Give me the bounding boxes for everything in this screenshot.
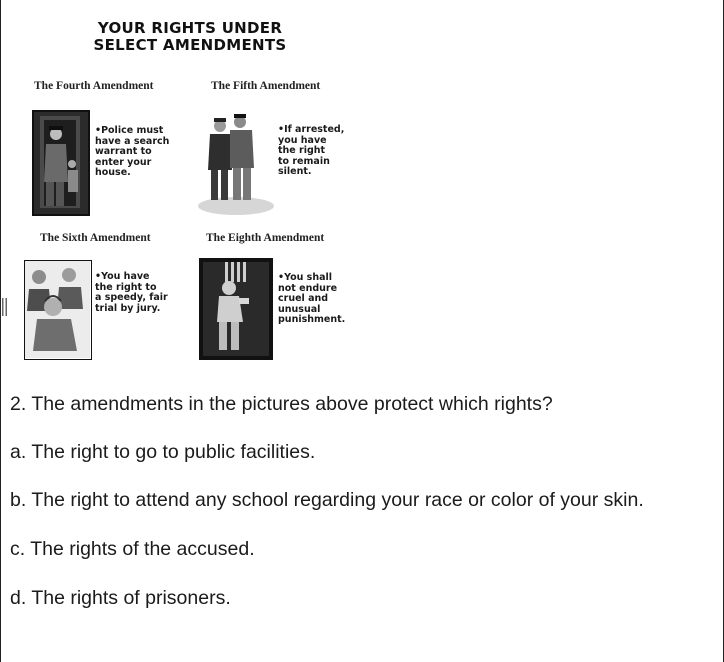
fifth-line-2: you have xyxy=(278,134,327,146)
fourth-amendment-text xyxy=(95,126,169,179)
answer-option-b[interactable]: b. The right to attend any school regarding your race or color of your skin. xyxy=(10,489,644,511)
fifth-amendment-heading: The Fifth Amendment xyxy=(211,80,321,92)
sixth-line-3: a speedy, fair xyxy=(95,292,168,303)
sixth-line-1: •You have xyxy=(95,271,150,282)
fifth-line-1: •If arrested, xyxy=(278,124,345,135)
eighth-line-1: •You shall xyxy=(278,272,333,283)
eighth-amendment-text xyxy=(278,273,345,326)
fifth-amendment-illustration xyxy=(196,108,276,216)
sixth-line-2: the right to xyxy=(95,281,157,293)
answer-option-a[interactable]: a. The right to go to public facilities. xyxy=(10,441,316,463)
fifth-line-4: to remain xyxy=(278,155,330,167)
eighth-amendment-illustration xyxy=(199,258,273,360)
answer-option-c[interactable]: c. The rights of the accused. xyxy=(10,538,255,560)
sixth-amendment-illustration xyxy=(24,260,92,360)
eighth-line-2: not endure xyxy=(278,282,338,294)
fourth-amendment-heading: The Fourth Amendment xyxy=(34,80,154,92)
figure-title xyxy=(60,20,320,54)
eighth-line-5: punishment. xyxy=(278,314,346,325)
jury-icon xyxy=(25,261,90,358)
eighth-amendment-heading: The Eighth Amendment xyxy=(206,232,325,244)
scan-edge-mark-icon xyxy=(2,298,8,316)
fourth-line-1: •Police must xyxy=(95,125,164,136)
sixth-amendment-heading: The Sixth Amendment xyxy=(40,232,151,244)
question-prompt: 2. The amendments in the pictures above protect which rights? xyxy=(10,393,553,415)
fourth-line-2: have a search xyxy=(95,135,170,147)
answer-option-d[interactable]: d. The rights of prisoners. xyxy=(10,587,231,609)
sixth-amendment-text xyxy=(95,272,168,314)
prisoner-in-cell-icon xyxy=(199,258,273,360)
fifth-amendment-text xyxy=(278,125,344,178)
police-at-door-icon xyxy=(34,112,88,214)
fifth-line-5: silent. xyxy=(278,166,312,177)
eighth-line-3: cruel and xyxy=(278,293,329,304)
figure-title-line-2: SELECT AMENDMENTS xyxy=(93,36,287,54)
arrest-scene-icon xyxy=(196,108,276,216)
fourth-amendment-illustration xyxy=(32,110,90,216)
fourth-line-4: enter your xyxy=(95,156,152,168)
fifth-line-3: the right xyxy=(278,145,326,156)
fourth-line-5: house. xyxy=(95,167,131,178)
sixth-line-4: trial by jury. xyxy=(95,302,161,314)
figure-title-line-1: YOUR RIGHTS UNDER xyxy=(97,19,283,37)
fourth-line-3: warrant to xyxy=(95,146,152,157)
eighth-line-4: unusual xyxy=(278,303,321,315)
